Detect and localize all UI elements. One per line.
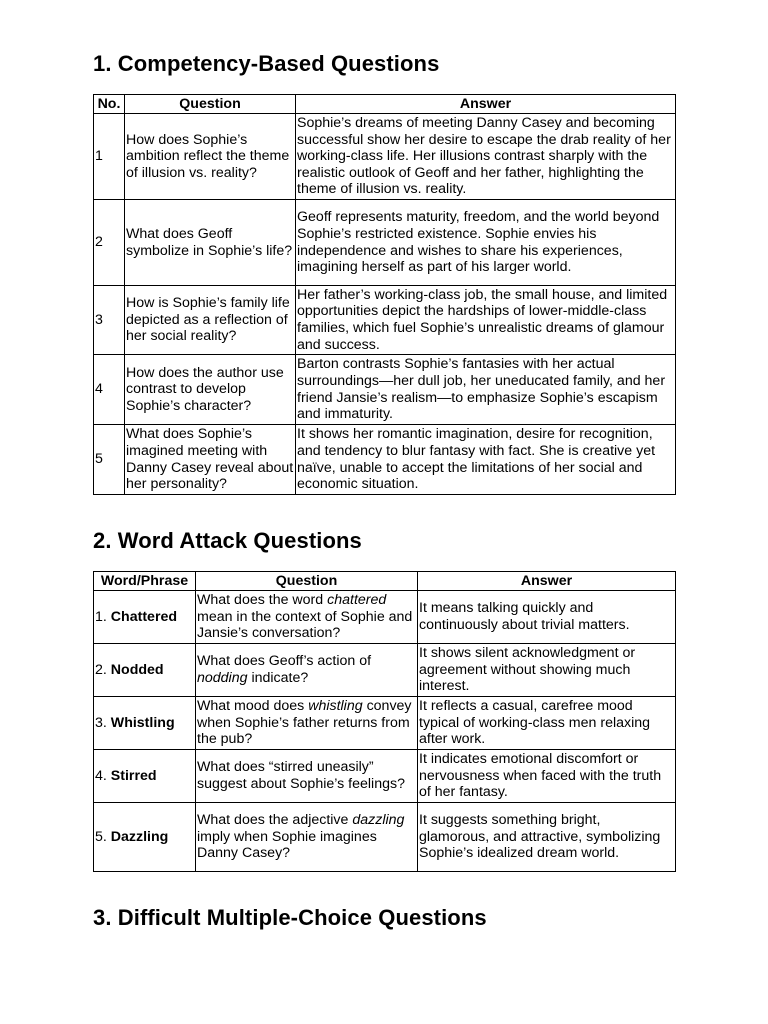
question-text-emphasis: dazzling xyxy=(352,812,405,829)
answer-cell: It shows silent acknowledgment or agreement without showing much interest. xyxy=(418,644,676,697)
section-3-heading: 3. Difficult Multiple-Choice Questions xyxy=(93,905,487,930)
question-cell xyxy=(196,697,418,750)
question-cell xyxy=(196,803,418,872)
word-attack-table xyxy=(93,571,676,872)
column-header-answer: Answer xyxy=(296,95,676,114)
word-term: Dazzling xyxy=(110,828,169,845)
question-text-post: convey when Sophie’s father returns from the pub? xyxy=(197,698,412,748)
word-number: 4. xyxy=(95,767,107,784)
word-term: Stirred xyxy=(110,767,157,784)
question-text-pre: What does “stirred uneasily” suggest about Sophie’s feelings? xyxy=(197,759,405,792)
question-text-emphasis: chattered xyxy=(327,592,387,609)
answer-cell: Geoff represents maturity, freedom, and the world beyond Sophie’s restricted existence. Sophie envies his independence and wishes to share his experiences, imagining herself as part of his larger world. xyxy=(296,200,676,286)
question-cell: What does Geoff symbolize in Sophie’s life? xyxy=(125,200,296,286)
question-cell: How does Sophie’s ambition reflect the theme of illusion vs. reality? xyxy=(125,114,296,200)
question-cell: How does the author use contrast to develop Sophie’s character? xyxy=(125,355,296,425)
question-cell xyxy=(196,644,418,697)
word-term: Whistling xyxy=(110,714,175,731)
word-cell xyxy=(94,644,196,697)
question-cell: What does Sophie’s imagined meeting with Danny Casey reveal about her personality? xyxy=(125,425,296,495)
table-row xyxy=(94,425,676,495)
question-text-pre: What does the adjective xyxy=(197,812,353,829)
column-header-word-phrase: Word/Phrase xyxy=(94,572,196,591)
word-cell xyxy=(94,591,196,644)
table-row xyxy=(94,750,676,803)
question-cell xyxy=(196,591,418,644)
row-number: 5 xyxy=(94,425,125,495)
answer-cell: It means talking quickly and continuously about trivial matters. xyxy=(418,591,676,644)
question-text-post: imply when Sophie imagines Danny Casey? xyxy=(197,828,377,862)
row-number: 1 xyxy=(94,114,125,200)
table-row xyxy=(94,114,676,200)
question-text-pre: What mood does xyxy=(197,698,309,715)
word-number: 1. xyxy=(95,608,107,625)
competency-questions-table xyxy=(93,94,676,495)
question-cell: How is Sophie’s family life depicted as a reflection of her social reality? xyxy=(125,286,296,355)
question-text-emphasis: whistling xyxy=(308,698,363,715)
answer-cell: It indicates emotional discomfort or nervousness when faced with the truth of her fantasy. xyxy=(418,750,676,803)
table-row xyxy=(94,591,676,644)
column-header-question: Question xyxy=(196,572,418,591)
column-header-question: Question xyxy=(125,95,296,114)
word-cell xyxy=(94,803,196,872)
section-2-heading: 2. Word Attack Questions xyxy=(93,528,362,553)
word-term: Nodded xyxy=(110,661,164,678)
table-row xyxy=(94,697,676,750)
table-row xyxy=(94,355,676,425)
table-header-row xyxy=(94,572,676,591)
column-header-no: No. xyxy=(94,95,125,114)
column-header-answer: Answer xyxy=(418,572,676,591)
section-1-heading: 1. Competency-Based Questions xyxy=(93,51,440,76)
answer-cell: Sophie’s dreams of meeting Danny Casey and becoming successful show her desire to escape the drab reality of her working-class life. Her illusions contrast sharply with the realistic outlook of Geoff and her father, highlighting the theme of illusion vs. reality. xyxy=(296,114,676,200)
word-number: 3. xyxy=(95,714,107,731)
question-text-post: mean in the context of Sophie and Jansie’s conversation? xyxy=(197,608,413,642)
row-number: 2 xyxy=(94,200,125,286)
question-text-pre: What does Geoff’s action of xyxy=(197,653,372,670)
table-header-row xyxy=(94,95,676,114)
word-number: 5. xyxy=(95,828,107,845)
answer-cell: Barton contrasts Sophie’s fantasies with her actual surroundings—her dull job, her uneducated family, and her friend Jansie’s realism—to emphasize Sophie’s escapism and immaturity. xyxy=(296,355,676,425)
question-cell xyxy=(196,750,418,803)
word-cell xyxy=(94,750,196,803)
row-number: 3 xyxy=(94,286,125,355)
table-row xyxy=(94,803,676,872)
word-cell xyxy=(94,697,196,750)
answer-cell: Her father’s working-class job, the small house, and limited opportunities depict the hardships of lower-middle-class families, which fuel Sophie’s unrealistic dreams of glamour and success. xyxy=(296,286,676,355)
table-row xyxy=(94,200,676,286)
table-row xyxy=(94,644,676,697)
question-text-pre: What does the word xyxy=(197,592,328,609)
answer-cell: It suggests something bright, glamorous, and attractive, symbolizing Sophie’s idealized dream world. xyxy=(418,803,676,872)
question-text-emphasis: nodding xyxy=(197,670,248,686)
answer-cell: It shows her romantic imagination, desire for recognition, and tendency to blur fantasy with fact. She is creative yet naïve, unable to accept the limitations of her social and economic situation. xyxy=(296,425,676,495)
table-row xyxy=(94,286,676,355)
word-term: Chattered xyxy=(110,608,178,625)
answer-cell: It reflects a casual, carefree mood typical of working-class men relaxing after work. xyxy=(418,697,676,750)
word-number: 2. xyxy=(95,661,107,678)
question-text-post: indicate? xyxy=(247,670,309,686)
row-number: 4 xyxy=(94,355,125,425)
